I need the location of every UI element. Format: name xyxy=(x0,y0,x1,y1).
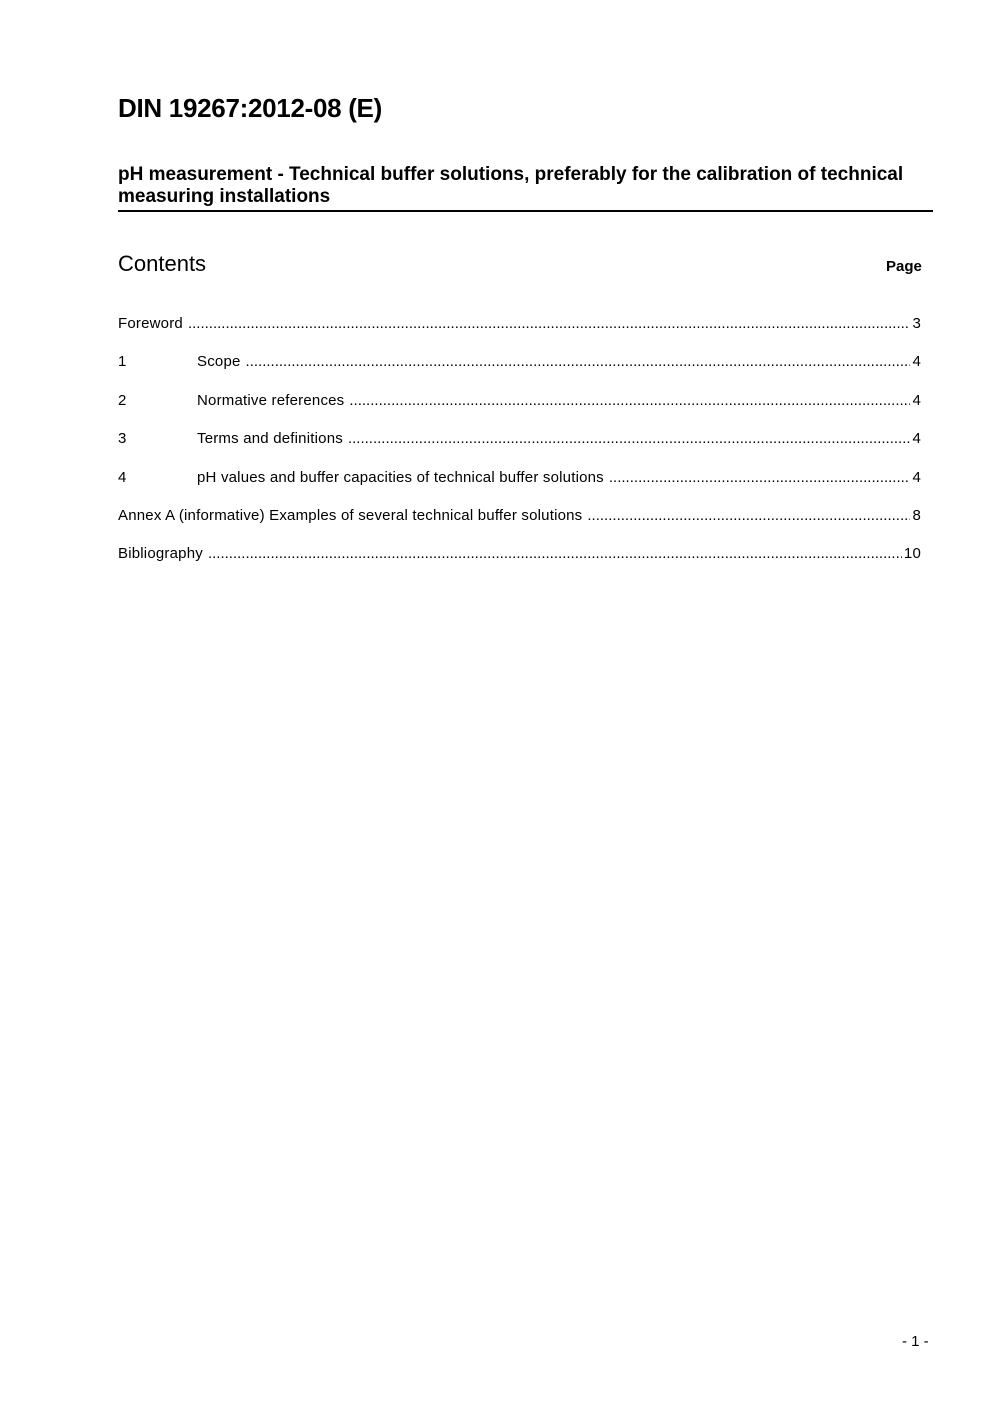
toc-entry-page: 4 xyxy=(912,468,921,486)
toc-leader-dots xyxy=(587,507,910,524)
footer-page-number: - 1 - xyxy=(902,1333,929,1350)
toc-entry-ph-values[interactable] xyxy=(118,469,921,507)
toc-entry-terms-and-definitions[interactable] xyxy=(118,430,921,468)
toc-entry-number: 3 xyxy=(118,430,127,448)
toc-entry-number: 1 xyxy=(118,353,127,371)
toc-entry-bibliography[interactable] xyxy=(118,545,921,583)
toc-entry-page: 4 xyxy=(912,430,921,448)
toc-entry-text: Normative references xyxy=(197,391,345,409)
toc-entry-text: Annex A (informative) Examples of several technical buffer solutions xyxy=(118,506,583,524)
contents-heading: Contents xyxy=(118,251,207,276)
page-column-heading: Page xyxy=(886,258,922,275)
toc-entry-number: 2 xyxy=(118,391,127,409)
toc-leader-dots xyxy=(348,430,911,447)
toc-leader-dots xyxy=(208,545,902,562)
toc-entry-text: Foreword xyxy=(118,315,183,332)
toc-entry-number: 4 xyxy=(118,468,127,486)
document-title: pH measurement - Technical buffer solutions, preferably for the calibration of technical measuring installations xyxy=(118,164,933,212)
toc-leader-dots xyxy=(188,315,910,332)
toc-entry-text: Scope xyxy=(197,353,241,371)
toc-entry-normative-references[interactable] xyxy=(118,392,921,430)
toc-entry-page: 8 xyxy=(912,506,921,524)
toc-entry-text: pH values and buffer capacities of technical buffer solutions xyxy=(197,468,604,486)
toc-entry-page: 10 xyxy=(903,545,921,563)
document-id: DIN 19267:2012-08 (E) xyxy=(118,93,382,123)
toc-entry-foreword[interactable] xyxy=(118,315,921,353)
toc-leader-dots xyxy=(349,392,910,409)
toc-leader-dots xyxy=(609,469,911,486)
toc-entry-page: 4 xyxy=(912,391,921,409)
toc-entry-scope[interactable] xyxy=(118,353,921,391)
table-of-contents xyxy=(118,315,921,584)
toc-entry-text: Terms and definitions xyxy=(197,430,343,448)
toc-entry-annex-a[interactable] xyxy=(118,507,921,545)
toc-entry-page: 3 xyxy=(912,315,921,332)
toc-entry-text: Bibliography xyxy=(118,545,203,563)
toc-entry-page: 4 xyxy=(912,353,921,371)
toc-leader-dots xyxy=(246,353,911,370)
